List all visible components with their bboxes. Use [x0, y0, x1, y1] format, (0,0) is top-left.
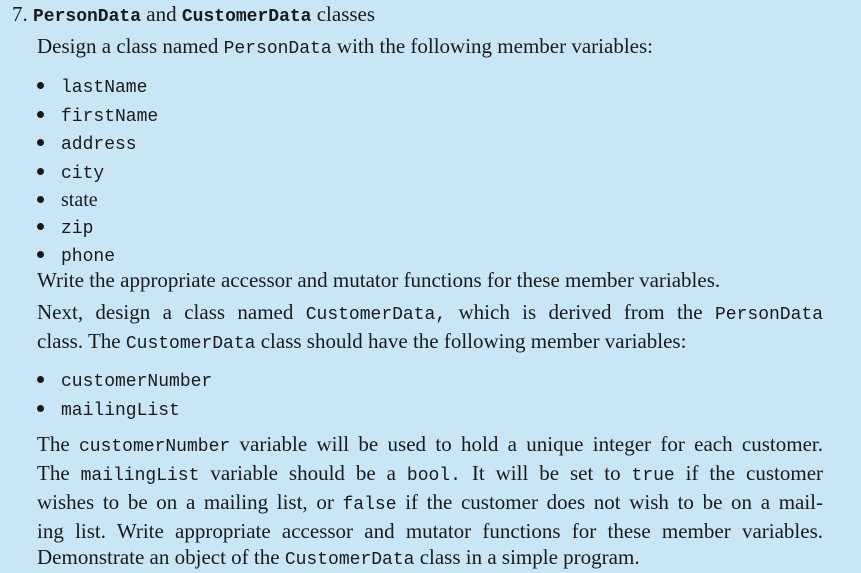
- closing-code: bool.: [406, 466, 461, 486]
- next-text: Next, design a class named: [37, 300, 294, 324]
- closing-text: The: [37, 432, 70, 456]
- closing-code: CustomerData: [284, 550, 415, 570]
- list-item: city: [37, 159, 158, 188]
- accessor-paragraph: [37, 267, 823, 293]
- closing-code: false: [342, 495, 397, 515]
- heading-suffix: classes: [316, 2, 376, 26]
- list-item: firstName: [37, 102, 158, 131]
- closing-text: if the customer: [685, 461, 824, 485]
- next-code: CustomerData,: [305, 305, 447, 325]
- closing-text: class in a simple program.: [419, 545, 640, 569]
- intro-text: Design a class named: [37, 34, 219, 58]
- closing-text: variable will be used to hold a unique integer for each customer.: [239, 432, 823, 456]
- closing-text: if the customer does not wish to be on a mail-: [405, 490, 824, 514]
- closing-text: Demonstrate an object of the: [37, 545, 280, 569]
- list-item: zip: [37, 214, 158, 243]
- list-item: lastName: [37, 73, 158, 102]
- next-code: CustomerData: [125, 334, 256, 354]
- intro-text-end: with the following member variables:: [336, 34, 653, 58]
- accessor-text: Write the appropriate accessor and mutator functions for these member variables.: [37, 268, 721, 292]
- person-members-list: [37, 73, 158, 271]
- closing-text: It will be set to: [471, 461, 621, 485]
- list-item: state: [37, 187, 158, 214]
- exercise-heading: [12, 0, 375, 31]
- next-text: class should have the following member variables:: [260, 329, 687, 353]
- next-text: class. The: [37, 329, 121, 353]
- class-name-persondata: PersonData: [33, 7, 142, 27]
- closing-text: ing list. Write appropriate accessor and mutator functions for these member variables.: [37, 519, 823, 543]
- class-name-customerdata: CustomerData: [181, 7, 312, 27]
- exercise-number: 7.: [12, 2, 28, 26]
- closing-text: The: [37, 461, 70, 485]
- list-item: phone: [37, 242, 158, 271]
- closing-code: mailingList: [80, 466, 200, 486]
- next-code: PersonData: [714, 305, 824, 325]
- next-text: which is derived from the: [458, 300, 703, 324]
- list-item: mailingList: [37, 396, 212, 425]
- derived-class-paragraph: [37, 299, 823, 357]
- customer-members-list: [37, 367, 212, 424]
- closing-paragraph: [37, 431, 823, 573]
- intro-code: PersonData: [223, 39, 332, 59]
- intro-paragraph: [37, 33, 823, 62]
- closing-code: customerNumber: [78, 437, 231, 457]
- heading-and: and: [146, 2, 177, 26]
- closing-text: wishes to be on a mailing list, or: [37, 490, 334, 514]
- list-item: address: [37, 130, 158, 159]
- list-item: customerNumber: [37, 367, 212, 396]
- closing-code: true: [631, 466, 675, 486]
- closing-text: variable should be a: [210, 461, 396, 485]
